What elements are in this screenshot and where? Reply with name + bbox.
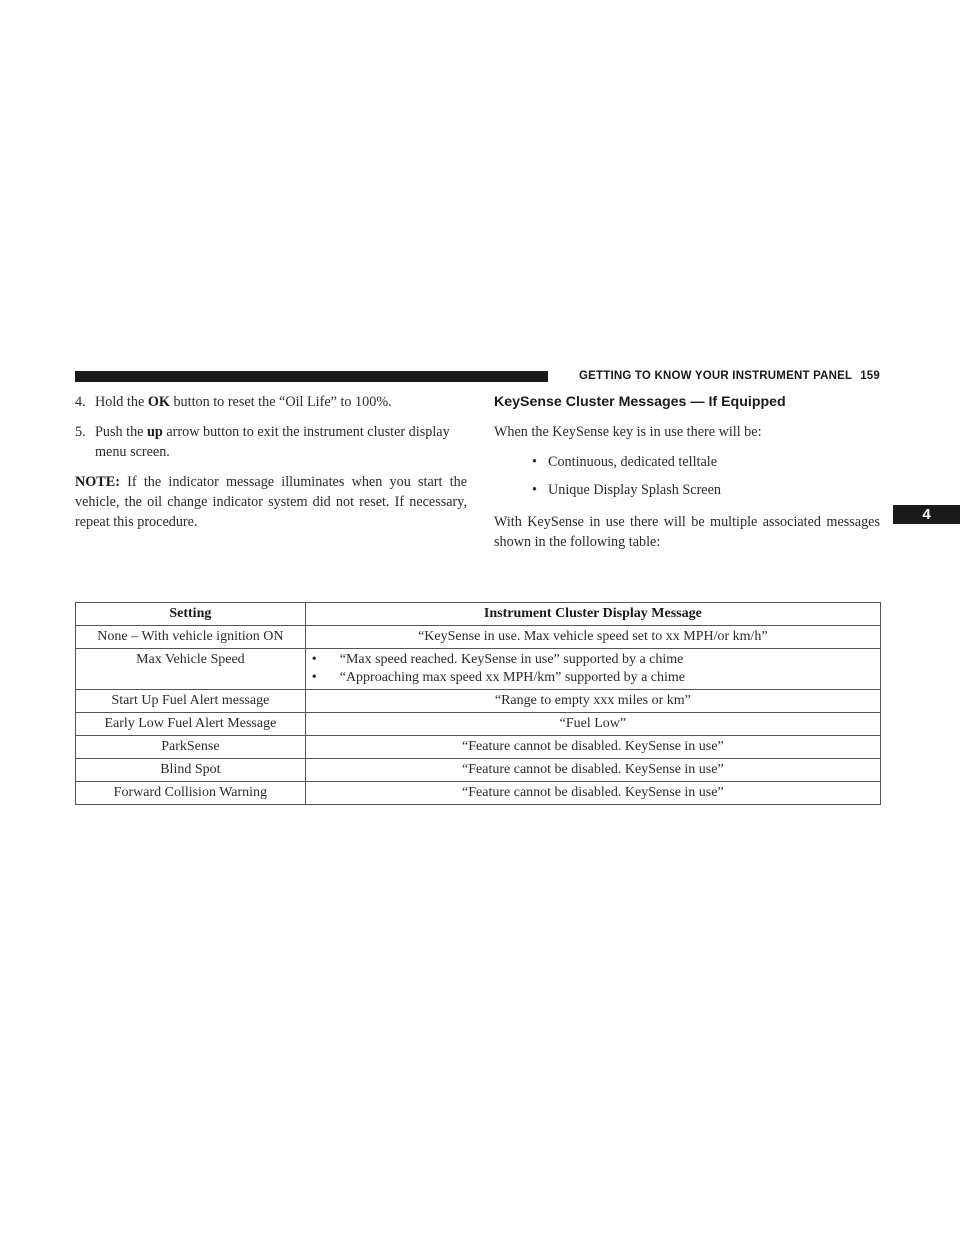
- list-item: • Unique Display Splash Screen: [532, 480, 880, 500]
- closing-paragraph: With KeySense in use there will be multiple associated messages shown in the following table:: [494, 514, 880, 550]
- column-header-setting: Setting: [76, 603, 306, 626]
- section-heading: KeySense Cluster Messages — If Equipped: [494, 394, 786, 410]
- message-bullet: [312, 669, 874, 687]
- step-number: 4.: [75, 394, 86, 410]
- setting-cell: None – With vehicle ignition ON: [76, 626, 306, 649]
- step-4: [75, 392, 467, 412]
- left-column: [75, 392, 467, 532]
- table-row: [76, 690, 881, 713]
- message-cell: “Feature cannot be disabled. KeySense in use”: [305, 759, 880, 782]
- setting-cell: Blind Spot: [76, 759, 306, 782]
- message-table: [75, 602, 881, 805]
- intro-paragraph: When the KeySense key is in use there will be:: [494, 424, 762, 440]
- note-label: NOTE:: [75, 474, 120, 490]
- message-bullet: [312, 651, 874, 669]
- right-column: [494, 392, 880, 552]
- bullet-icon: •: [311, 652, 317, 667]
- table-row: [76, 626, 881, 649]
- step-text: button to reset the “Oil Life” to 100%.: [169, 394, 392, 410]
- list-item: • Continuous, dedicated telltale: [532, 452, 880, 472]
- header-rule: [75, 371, 548, 382]
- button-name: up: [147, 424, 163, 440]
- message-cell: “KeySense in use. Max vehicle speed set to xx MPH/or km/h”: [305, 626, 880, 649]
- chapter-tab: 4: [893, 505, 960, 524]
- table-header-row: [76, 603, 881, 626]
- step-5: [75, 422, 467, 462]
- note-text: If the indicator message illuminates when you start the vehicle, the oil change indicator system did not reset. If necessary, repeat this procedure.: [75, 474, 467, 530]
- header-section-title: GETTING TO KNOW YOUR INSTRUMENT PANEL: [579, 370, 853, 382]
- setting-cell: Max Vehicle Speed: [76, 649, 306, 690]
- message-cell: “Feature cannot be disabled. KeySense in use”: [305, 782, 880, 805]
- table-row: [76, 713, 881, 736]
- running-header: [558, 368, 880, 384]
- table-row: [76, 759, 881, 782]
- button-name: OK: [147, 394, 170, 410]
- table-row: [76, 782, 881, 805]
- note-paragraph: [75, 472, 467, 532]
- message-text: “Approaching max speed xx MPH/km” supported by a chime: [339, 670, 685, 685]
- message-text: “Max speed reached. KeySense in use” supported by a chime: [339, 652, 684, 667]
- column-header-message: Instrument Cluster Display Message: [305, 603, 880, 626]
- bullet-icon: •: [311, 670, 317, 685]
- step-number: 5.: [75, 424, 86, 440]
- table-row: [76, 649, 881, 690]
- step-text: Push the: [95, 424, 148, 440]
- setting-cell: Forward Collision Warning: [76, 782, 306, 805]
- feature-list: [494, 452, 880, 500]
- setting-cell: ParkSense: [76, 736, 306, 759]
- setting-cell: Start Up Fuel Alert message: [76, 690, 306, 713]
- setting-cell: Early Low Fuel Alert Message: [76, 713, 306, 736]
- message-cell: “Range to empty xxx miles or km”: [305, 690, 880, 713]
- message-cell: [305, 649, 880, 690]
- page-number: 159: [860, 370, 880, 382]
- message-cell: “Fuel Low”: [305, 713, 880, 736]
- message-cell: “Feature cannot be disabled. KeySense in use”: [305, 736, 880, 759]
- step-text: arrow button to exit the instrument cluster display menu screen.: [95, 424, 450, 460]
- step-text: Hold the: [95, 394, 148, 410]
- table-row: [76, 736, 881, 759]
